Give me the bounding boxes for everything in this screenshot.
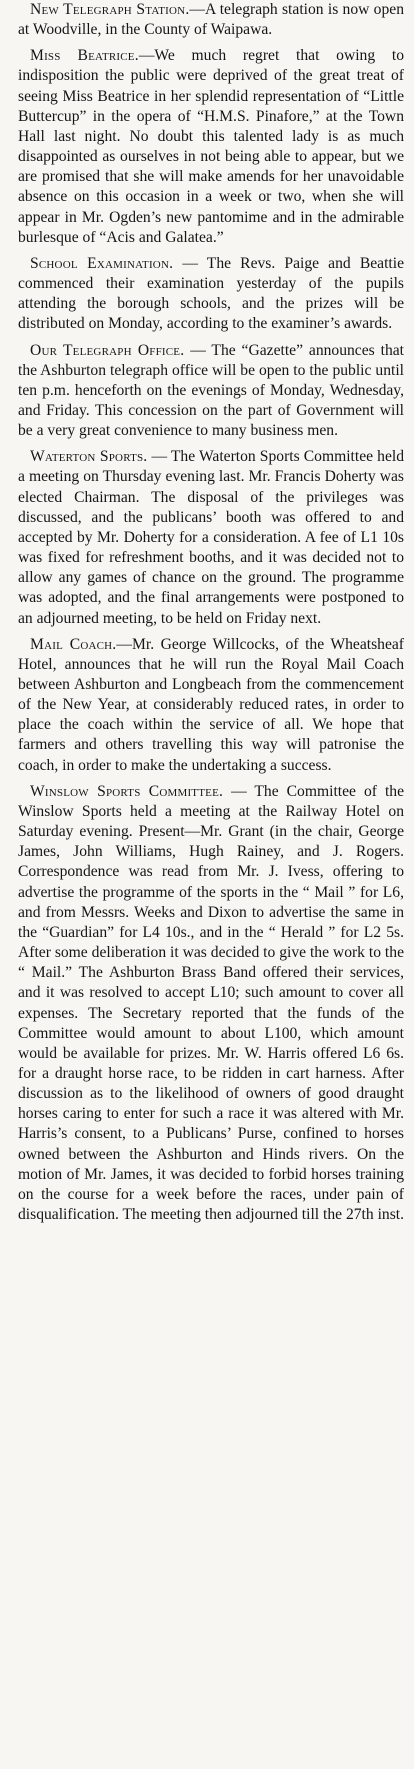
- article-heading: Miss Beatrice.: [30, 47, 139, 65]
- article-heading: Waterton Sports.: [30, 448, 148, 466]
- article-miss-beatrice: [18, 46, 404, 248]
- article-heading: New Telegraph Station.: [30, 1, 190, 18]
- article-body: —We much regret that owing to indisposition the public were deprived of the great treat of seeing Miss Beatrice in her splendid representation of “Little Buttercup” in the opera of “H.M.S. Pinafore,” at the Town Hall last night. No doubt this talented lady is as much disappointed as ourselves in not being able to appear, but we are promised that she will make amends for her unavoidable absence on this occasion in a week or two, when she will appear in Mr. Ogden’s new pantomime and in the admirable burlesque of “Acis and Galatea.”: [18, 47, 404, 246]
- article-body: —A telegraph station is now open at Woodville, in the County of Waipawa.: [18, 1, 404, 39]
- article-body: — The Waterton Sports Committee held a meeting on Thursday evening last. Mr. Francis Doherty was elected Chairman. The disposal of the privileges was discussed, and the publicans’ booth was offered to and accepted by Mr. Doherty for a consideration. A fee of L1 10s was fixed for refreshment booths, and it was decided not to allow any games of chance on the ground. The programme was adopted, and the final arrangements were postponed to an adjourned meeting, to be held on Friday next.: [18, 448, 404, 627]
- article-heading: Winslow Sports Committee.: [30, 782, 224, 800]
- article-heading: Our Telegraph Office.: [30, 341, 185, 359]
- article-heading: Mail Coach.: [30, 635, 117, 653]
- article-winslow-sports-committee: [18, 782, 404, 1225]
- article-new-telegraph-station: [18, 0, 404, 40]
- article-school-examination: [18, 254, 404, 335]
- article-body: — The “Gazette” announces that the Ashburton telegraph office will be open to the public until ten p.m. henceforth on the evenings of Monday, Wednesday, and Friday. This concession on the part of Government will be a very great convenience to many business men.: [18, 341, 404, 440]
- article-our-telegraph-office: [18, 341, 404, 442]
- article-body: — The Committee of the Winslow Sports held a meeting at the Railway Hotel on Saturday evening. Present—Mr. Grant (in the chair, George James, John Williams, Hugh Rainey, and J. Rogers. Correspondence was read from Mr. J. Ivess, offering to advertise the programme of the sports in the “ Mail ” for L6, and from Messrs. Weeks and Dixon to advertise the same in the “Guardian” for L4 10s., and in the “ Herald ” for L2 5s. After some deliberation it was decided to give the work to the “ Mail.” The Ashburton Brass Band offered their services, and it was resolved to accept L10; such amount to cover all expenses. The Secretary reported that the funds of the Committee would amount to about L100, which amount would be available for prizes. Mr. W. Harris offered L6 6s. for a draught horse race, to be ridden in cart harness. After discussion as to the likelihood of owners of good draught horses caring to enter for such a race it was altered with Mr. Harris’s consent, to a Publicans’ Purse, confined to horses owned between the Ashburton and Hinds rivers. On the motion of Mr. James, it was decided to forbid horses training on the course for a week before the races, under pain of disqualification. The meeting then adjourned till the 27th inst.: [18, 782, 405, 1224]
- article-body: — The Revs. Paige and Beattie commenced their examination yesterday of the pupils attending the borough schools, and the prizes will be distributed on Monday, according to the examiner’s awards.: [18, 254, 405, 333]
- article-mail-coach: [18, 635, 404, 776]
- article-heading: School Examination.: [30, 254, 174, 272]
- article-waterton-sports: [18, 447, 404, 628]
- article-body: —Mr. George Willcocks, of the Wheatsheaf Hotel, announces that he will run the Royal Mail Coach between Ashburton and Longbeach from the commencement of the New Year, at considerably reduced rates, in order to place the coach within the service of all. We hope that farmers and others travelling this way will patronise the coach, in order to make the undertaking a success.: [18, 635, 404, 774]
